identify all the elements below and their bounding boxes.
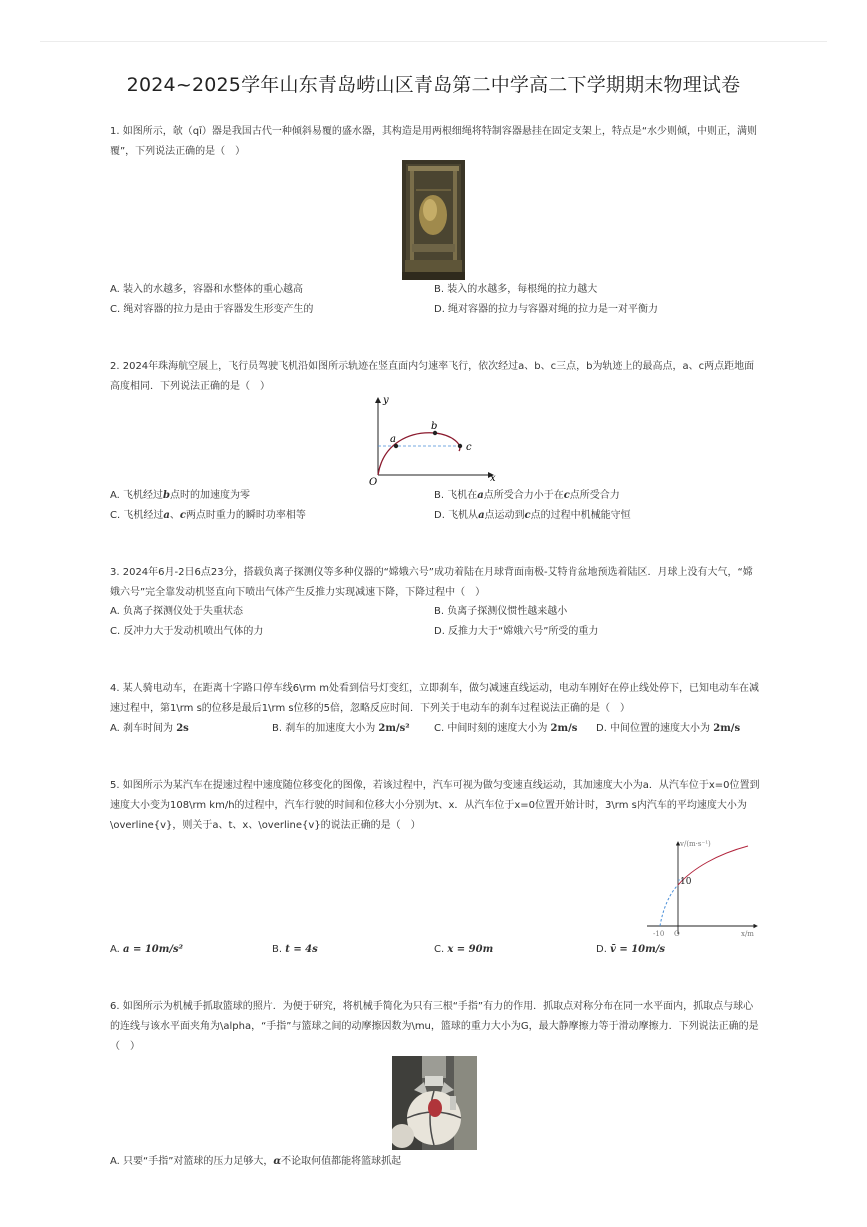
question-4-stem: 4. 某人骑电动车，在距离十字路口停车线6\rm m处看到信号灯变红，立即刹车，做匀减速直线运动，电动车刚好在停止线处停下，已知电动车在减速过程中，第1\rm s的位移是最后1\rm s位移的5倍，忽略反应时间．下列关于电动车的刹车过程说法正确的是（ ） bbox=[110, 683, 760, 714]
fig2-label-b: b bbox=[431, 421, 438, 432]
q4-option-c[interactable]: C. 中间时刻的速度大小为 2m/s bbox=[434, 723, 578, 734]
q3-option-c[interactable]: C. 反冲力大于发动机喷出气体的力 bbox=[110, 626, 264, 637]
q1-option-b[interactable]: B. 装入的水越多，每根绳的拉力越大 bbox=[434, 284, 598, 295]
flight-trajectory-figure bbox=[365, 393, 500, 489]
q4-option-b[interactable]: B. 刹车的加速度大小为 2m/s² bbox=[272, 723, 410, 734]
q4-option-a[interactable]: A. 刹车时间为 2s bbox=[110, 723, 189, 734]
question-2-stem: 2. 2024年珠海航空展上，飞行员驾驶飞机沿如图所示轨迹在竖直面内匀速率飞行，依次经过a、b、c三点，b为轨迹上的最高点，a、c两点距地面高度相同．下列说法正确的是（ ） bbox=[110, 361, 755, 392]
robot-hand-basketball-photo bbox=[392, 1056, 477, 1154]
question-3-stem: 3. 2024年6月-2日6点23分，搭载负离子探测仪等多种仪器的“嫦娥六号”成功着陆在月球背面南极-艾特肯盆地预选着陆区．月球上没有大气，“嫦娥六号”完全靠发动机竖直向下喷出气体产生反推力实现减速下降，下降过程中（ ） bbox=[110, 567, 753, 598]
question-1-stem: 1. 如图所示，欹（qī）器是我国古代一种倾斜易覆的盛水器，其构造是用两根细绳将特制容器悬挂在固定支架上，特点是“水少则倾，中则正，满则覆”，下列说法正确的是（ ） bbox=[110, 126, 758, 157]
qi-vessel-photo bbox=[402, 160, 465, 284]
fig2-label-y: y bbox=[383, 395, 389, 406]
question-6-stem: 6. 如图所示为机械手抓取篮球的照片．为便于研究，将机械手简化为只有三根“手指”有力的作用．抓取点对称分布在同一水平面内，抓取点与球心的连线与该水平面夹角为\alpha，“手指”与篮球之间的动摩擦因数为\mu，篮球的重力大小为G，最大静摩擦力等于滑动摩擦力．下列说法正确的是（ ） bbox=[110, 1001, 759, 1052]
fig5-tick-10: 10 bbox=[680, 877, 692, 887]
q3-option-b[interactable]: B. 负离子探测仪惯性越来越小 bbox=[434, 606, 568, 617]
q1-option-a[interactable]: A. 装入的水越多，容器和水整体的重心越高 bbox=[110, 284, 304, 295]
q6-option-a[interactable]: A. 只要“手指”对篮球的压力足够大，α不论取何值都能将篮球抓起 bbox=[110, 1156, 402, 1167]
q3-option-d[interactable]: D. 反推力大于“嫦娥六号”所受的重力 bbox=[434, 626, 599, 637]
q2-option-a[interactable]: A. 飞机经过b点时的加速度为零 bbox=[110, 490, 251, 501]
fig5-tick-neg10: -10 bbox=[653, 930, 665, 938]
header-divider bbox=[40, 41, 827, 42]
fig5-origin: O bbox=[674, 930, 680, 938]
q5-option-a[interactable]: A. a = 10m/s² bbox=[110, 944, 184, 955]
q2-option-d[interactable]: D. 飞机从a点运动到c点的过程中机械能守恒 bbox=[434, 510, 631, 521]
page-title: 2024~2025学年山东青岛崂山区青岛第二中学高二下学期期末物理试卷 bbox=[126, 74, 741, 96]
q2-option-c[interactable]: C. 飞机经过a、c两点时重力的瞬时功率相等 bbox=[110, 510, 306, 521]
q3-option-a[interactable]: A. 负离子探测仪处于失重状态 bbox=[110, 606, 244, 617]
q5-option-b[interactable]: B. t = 4s bbox=[272, 944, 318, 955]
q1-option-d[interactable]: D. 绳对容器的拉力与容器对绳的拉力是一对平衡力 bbox=[434, 304, 659, 315]
fig2-label-a: a bbox=[390, 434, 396, 445]
q1-option-c[interactable]: C. 绳对容器的拉力是由于容器发生形变产生的 bbox=[110, 304, 314, 315]
q4-option-d[interactable]: D. 中间位置的速度大小为 2m/s bbox=[596, 723, 741, 734]
q5-option-d[interactable]: D. v̄ = 10m/s bbox=[596, 944, 665, 955]
fig2-label-x: x bbox=[490, 473, 496, 484]
fig5-xlabel: x/m bbox=[741, 930, 754, 938]
velocity-displacement-graph bbox=[643, 838, 760, 946]
fig5-ylabel: v/(m·s⁻¹) bbox=[680, 840, 711, 848]
fig2-label-c: c bbox=[466, 442, 472, 453]
q2-option-b[interactable]: B. 飞机在a点所受合力小于在c点所受合力 bbox=[434, 490, 620, 501]
fig2-label-origin: O bbox=[369, 477, 378, 485]
q5-option-c[interactable]: C. x = 90m bbox=[434, 944, 494, 955]
question-5-stem: 5. 如图所示为某汽车在提速过程中速度随位移变化的图像，若该过程中，汽车可视为做匀变速直线运动，其加速度大小为a．从汽车位于x=0位置到速度大小变为108\rm km/h的过程中，汽车行驶的时间和位移大小分别为t、x．从汽车位于x=0位置开始计时，3\rm s内汽车的平均速度大小为\overline{v}，则关于a、t、x、\overline{v}的说法正确的是（ ） bbox=[110, 780, 760, 831]
